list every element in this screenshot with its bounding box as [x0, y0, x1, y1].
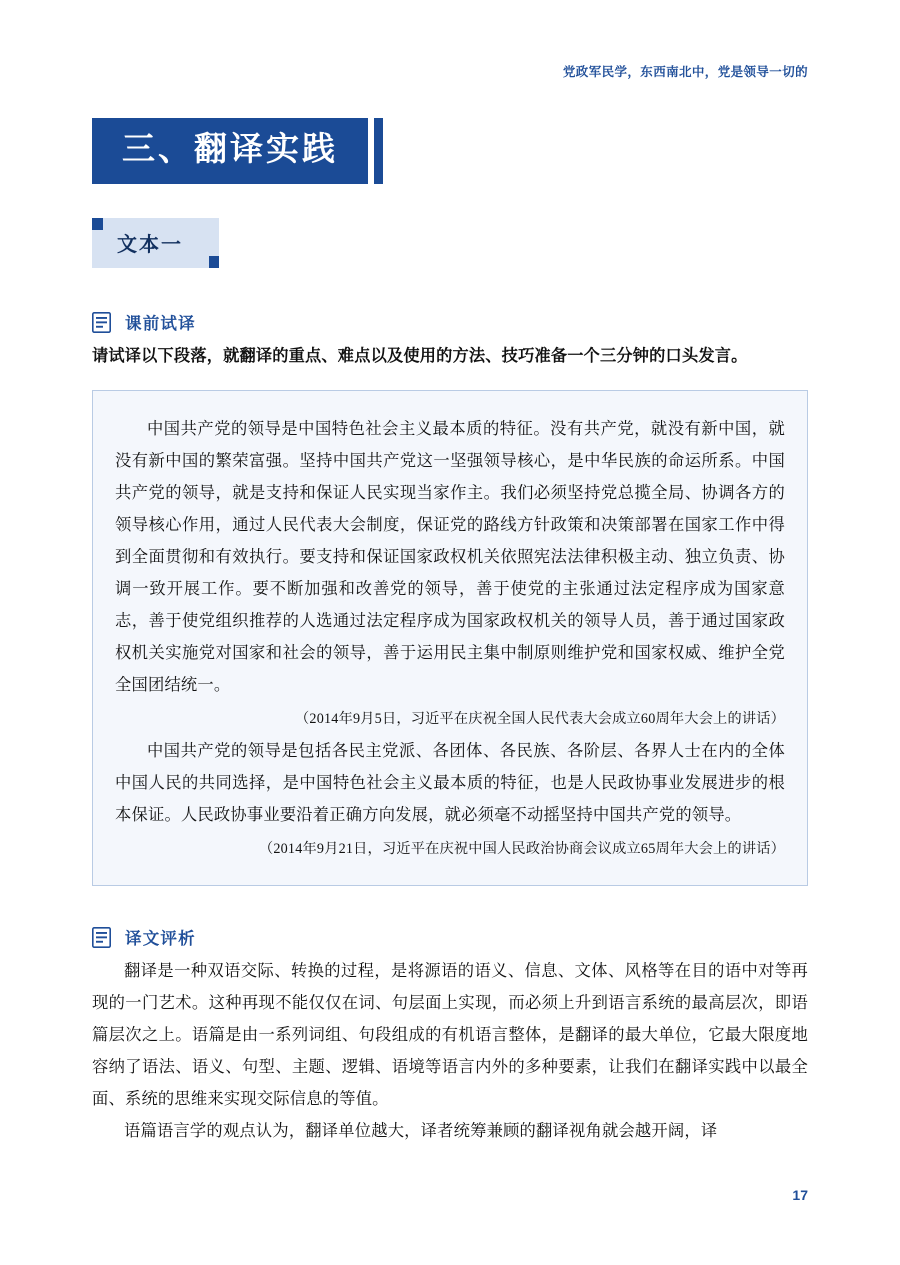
quote-source-2: （2014年9月21日，习近平在庆祝中国人民政治协商会议成立65周年大会上的讲话） [258, 841, 785, 857]
document-lines-icon [92, 927, 111, 948]
text-label-right-bracket-icon [209, 218, 219, 268]
text-label-left-bracket-icon [92, 218, 103, 268]
subheading-label: 课前试译 [125, 315, 196, 333]
document-lines-icon [92, 312, 111, 333]
quotation-box [92, 390, 808, 886]
text-label: 文本一 [103, 218, 209, 268]
page-title: 三、翻译实践 [92, 118, 368, 184]
commentary-paragraph-1: 翻译是一种双语交际、转换的过程，是将源语的语义、信息、文体、风格等在目的语中对等再现的一门艺术。这种再现不能仅仅在词、句层面上实现，而必须上升到语言系统的最高层次，即语篇层次之上。语篇是由一系列词组、句段组成的有机语言整体，是翻译的最大单位，它最大限度地容纳了语法、语义、句型、主题、逻辑、语境等语言内外的多种要素，让我们在翻译实践中以最全面、系统的思维来实现交际信息的等值。 [92, 961, 808, 1108]
instruction-text: 请试译以下段落，就翻译的重点、难点以及使用的方法、技巧准备一个三分钟的口头发言。 [92, 347, 748, 365]
commentary-body [92, 955, 808, 1147]
section-title-block [92, 118, 383, 184]
commentary-paragraph-2: 语篇语言学的观点认为，翻译单位越大，译者统筹兼顾的翻译视角就会越开阔，译 [124, 1121, 718, 1140]
running-header: 党政军民学，东西南北中，党是领导一切的 [562, 65, 808, 79]
subheading-pre-class-translation [92, 310, 196, 334]
subheading-label: 译文评析 [125, 930, 196, 948]
text-label-block [92, 218, 219, 268]
quote-source-1: （2014年9月5日，习近平在庆祝全国人民代表大会成立60周年大会上的讲话） [295, 711, 785, 727]
subheading-translation-analysis [92, 925, 196, 949]
section-title-accent-bar [374, 118, 383, 184]
quote-paragraph-1: 中国共产党的领导是中国特色社会主义最本质的特征。没有共产党，就没有新中国，就没有新中国的繁荣富强。坚持中国共产党这一坚强领导核心，是中华民族的命运所系。中国共产党的领导，就是支持和保证人民实现当家作主。我们必须坚持党总揽全局、协调各方的领导核心作用，通过人民代表大会制度，保证党的路线方针政策和决策部署在国家工作中得到全面贯彻和有效执行。要支持和保证国家政权机关依照宪法法律积极主动、独立负责、协调一致开展工作。要不断加强和改善党的领导，善于使党的主张通过法定程序成为国家意志，善于使党组织推荐的人选通过法定程序成为国家政权机关的领导人员，善于通过国家政权机关实施党对国家和社会的领导，善于运用民主集中制原则维护党和国家权威、维护全党全国团结统一。 [115, 419, 785, 694]
quote-paragraph-2: 中国共产党的领导是包括各民主党派、各团体、各民族、各阶层、各界人士在内的全体中国人民的共同选择，是中国特色社会主义最本质的特征，也是人民政协事业发展进步的根本保证。人民政协事业要沿着正确方向发展，就必须毫不动摇坚持中国共产党的领导。 [115, 741, 785, 824]
page-number: 17 [792, 1187, 808, 1203]
